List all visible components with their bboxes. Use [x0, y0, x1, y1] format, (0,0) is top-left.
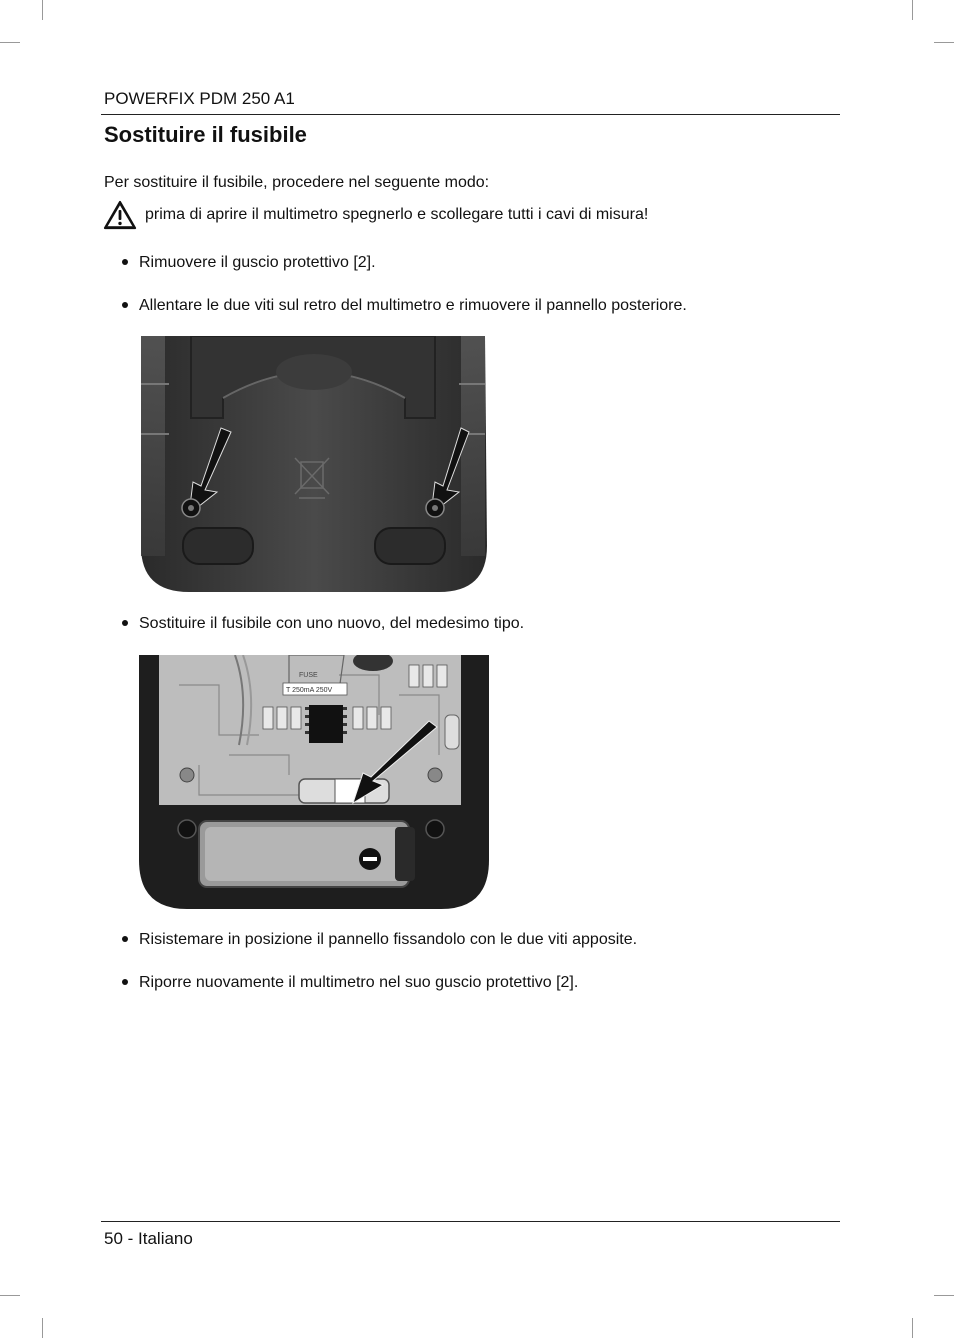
- warning-icon: [103, 200, 137, 230]
- step-text: Riporre nuovamente il multimetro nel suo guscio protettivo [2].: [139, 974, 579, 991]
- bullet-icon: [122, 620, 128, 626]
- intro-text: Per sostituire il fusibile, procedere nel seguente modo:: [104, 174, 490, 191]
- running-header: POWERFIX PDM 250 A1: [104, 89, 295, 108]
- bullet-icon: [122, 259, 128, 265]
- list-item: [122, 931, 637, 949]
- fuse-rating-label: T 250mA 250V: [286, 687, 333, 694]
- list-item: [122, 974, 578, 992]
- photo-back-panel: [139, 336, 489, 594]
- crop-mark: [42, 1318, 43, 1338]
- bullet-icon: [122, 302, 128, 308]
- section-title: Sostituire il fusibile: [104, 122, 307, 147]
- page-number: 50 - Italiano: [104, 1229, 193, 1248]
- footer-rule: [101, 1221, 840, 1222]
- step-text: Rimuovere il guscio protettivo [2].: [139, 254, 376, 271]
- back-panel-illustration: [139, 336, 489, 594]
- bullet-icon: [122, 936, 128, 942]
- warning-note: [103, 200, 648, 230]
- step-text: Sostituire il fusibile con uno nuovo, del medesimo tipo.: [139, 615, 525, 632]
- header-rule: [101, 114, 840, 115]
- crop-mark: [0, 1295, 20, 1296]
- crop-mark: [934, 42, 954, 43]
- crop-mark: [42, 0, 43, 20]
- crop-mark: [0, 42, 20, 43]
- circuit-board-illustration: [139, 655, 489, 911]
- crop-mark: [912, 1318, 913, 1338]
- bullet-icon: [122, 979, 128, 985]
- list-item: [122, 254, 376, 272]
- step-text: Allentare le due viti sul retro del multimetro e rimuovere il pannello posteriore.: [139, 297, 687, 314]
- crop-mark: [912, 0, 913, 20]
- photo-open-multimeter: [139, 655, 489, 911]
- fuse-label: FUSE: [299, 672, 318, 679]
- list-item: [122, 615, 524, 633]
- warning-text: prima di aprire il multimetro spegnerlo e scollegare tutti i cavi di misura!: [145, 206, 649, 223]
- crop-mark: [934, 1295, 954, 1296]
- step-text: Risistemare in posizione il pannello fissandolo con le due viti apposite.: [139, 931, 638, 948]
- list-item: [122, 297, 687, 315]
